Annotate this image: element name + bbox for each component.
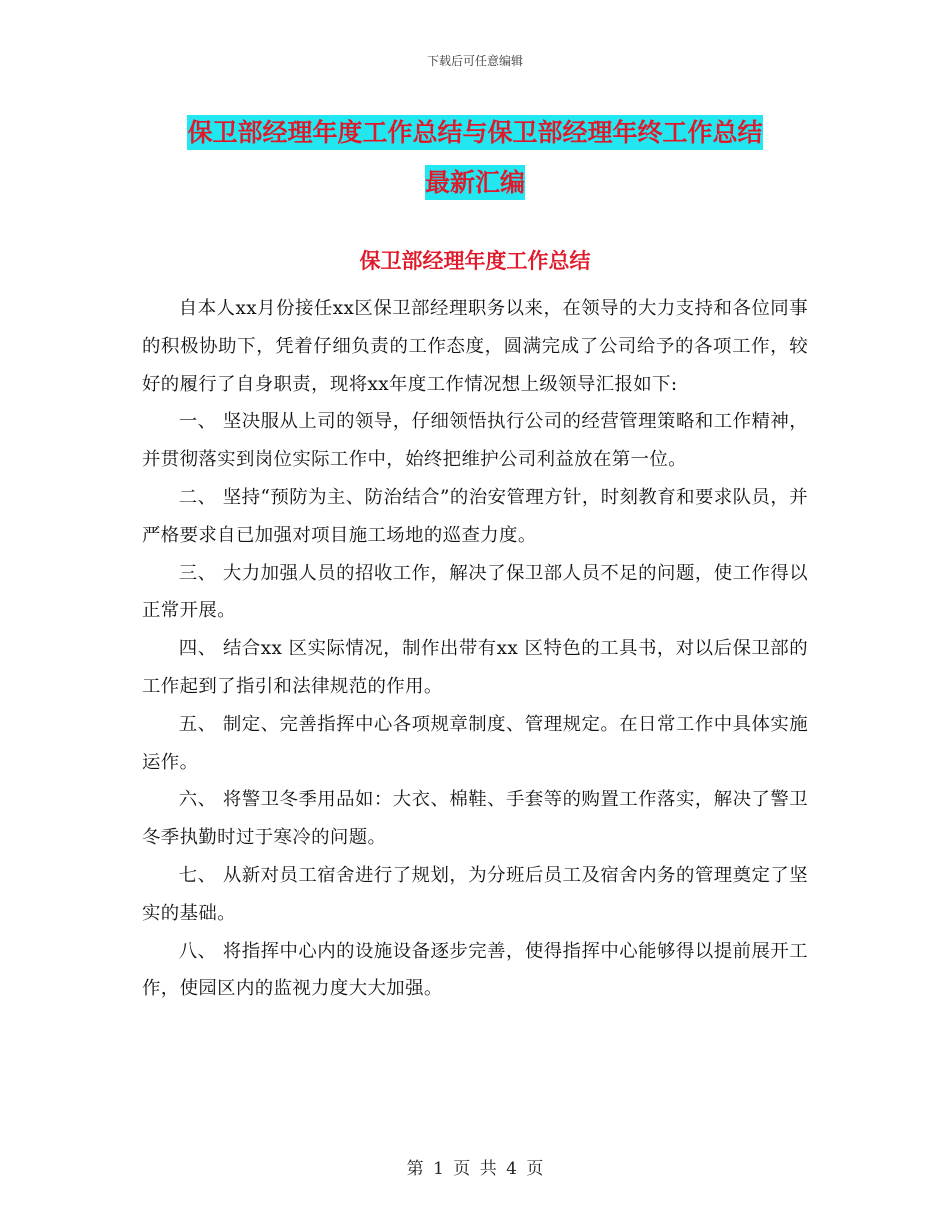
body-text xyxy=(142,290,808,1008)
document-title-line-2: 最新汇编 xyxy=(425,165,525,200)
item-paragraph-1: 一、 坚决服从上司的领导，仔细领悟执行公司的经营管理策略和工作精神，并贯彻落实到岗位实际工作中，始终把维护公司利益放在第一位。 xyxy=(142,411,808,471)
item-paragraph-5: 五、 制定、完善指挥中心各项规章制度、管理规定。在日常工作中具体实施运作。 xyxy=(142,713,808,773)
header-note: 下载后可任意编辑 xyxy=(426,54,523,68)
document-title-line-1: 保卫部经理年度工作总结与保卫部经理年终工作总结 xyxy=(187,115,762,150)
section-heading: 保卫部经理年度工作总结 xyxy=(359,249,591,273)
item-paragraph-2: 二、 坚持“预防为主、防治结合”的治安管理方针，时刻教育和要求队员，并严格要求自已加强对项目施工场地的巡查力度。 xyxy=(142,486,808,546)
item-paragraph-7: 七、 从新对员工宿舍进行了规划，为分班后员工及宿舍内务的管理奠定了坚实的基础。 xyxy=(142,864,808,924)
intro-paragraph: 自本人xx月份接任xx区保卫部经理职务以来，在领导的大力支持和各位同事的积极协助下，凭着仔细负责的工作态度，圆满完成了公司给予的各项工作，较好的履行了自身职责，现将xx年度工作情况想上级领导汇报如下: xyxy=(142,298,808,395)
document-title xyxy=(140,108,810,208)
item-paragraph-3: 三、 大力加强人员的招收工作，解决了保卫部人员不足的问题，使工作得以正常开展。 xyxy=(142,562,808,622)
item-paragraph-6: 六、 将警卫冬季用品如：大衣、棉鞋、手套等的购置工作落实，解决了警卫冬季执勤时过于寒冷的问题。 xyxy=(142,789,808,849)
item-paragraph-8: 八、 将指挥中心内的设施设备逐步完善，使得指挥中心能够得以提前展开工作，使园区内的监视力度大大加强。 xyxy=(142,940,808,1000)
page-number: 第 1 页 共 4 页 xyxy=(406,1159,544,1179)
item-paragraph-4: 四、 结合xx 区实际情况，制作出带有xx 区特色的工具书，对以后保卫部的工作起到了指引和法律规范的作用。 xyxy=(142,638,808,697)
